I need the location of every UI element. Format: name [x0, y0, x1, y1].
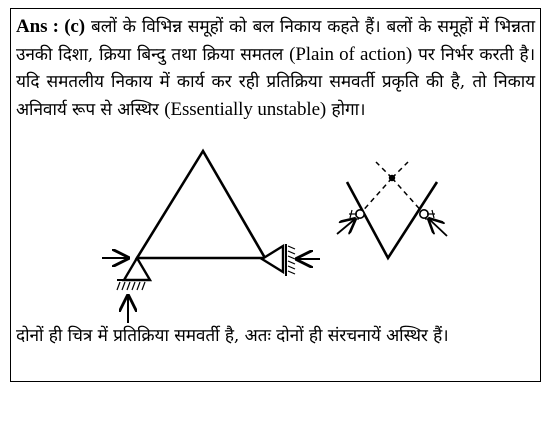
answer-text-4: (Essentially unstable)	[164, 99, 327, 120]
left-v-arrow	[337, 219, 355, 234]
answer-text-2: (Plain of action)	[289, 44, 413, 65]
answer-text-1: बलों के विभिन्न समूहों को बल निकाय कहते हैं। बलों के समूहों में भिन्नता उनकी दिशा, क्रिया बिन्दु तथा क्रिया समतल	[16, 17, 536, 65]
v-frame-diagram	[337, 162, 447, 258]
answer-text-3: पर निर्भर करती है। यदि समतलीय निकाय में कार्य कर रही प्रतिक्रिया समवर्ती प्रकृति की है, तो निकाय अनिवार्य रूप से अस्थिर	[16, 45, 535, 120]
left-hinge	[356, 210, 364, 218]
conclusion-paragraph: दोनों ही चित्र में प्रतिक्रिया समवर्ती है, अतः दोनों ही संरचनायें अस्थिर हैं।	[16, 326, 449, 346]
roller-hatch	[288, 246, 295, 274]
right-hinge	[420, 210, 428, 218]
truss-triangle	[137, 151, 265, 258]
right-v-arrow	[429, 219, 447, 236]
concurrency-point	[389, 175, 395, 181]
triangle-truss-diagram	[102, 151, 320, 323]
answer-prefix: Ans : (c)	[16, 16, 85, 37]
answer-text-5: होगा।	[326, 100, 366, 120]
pin-support	[124, 258, 150, 280]
roller-support	[262, 246, 283, 272]
v-frame-members	[347, 182, 437, 258]
pin-hatch	[117, 282, 145, 290]
